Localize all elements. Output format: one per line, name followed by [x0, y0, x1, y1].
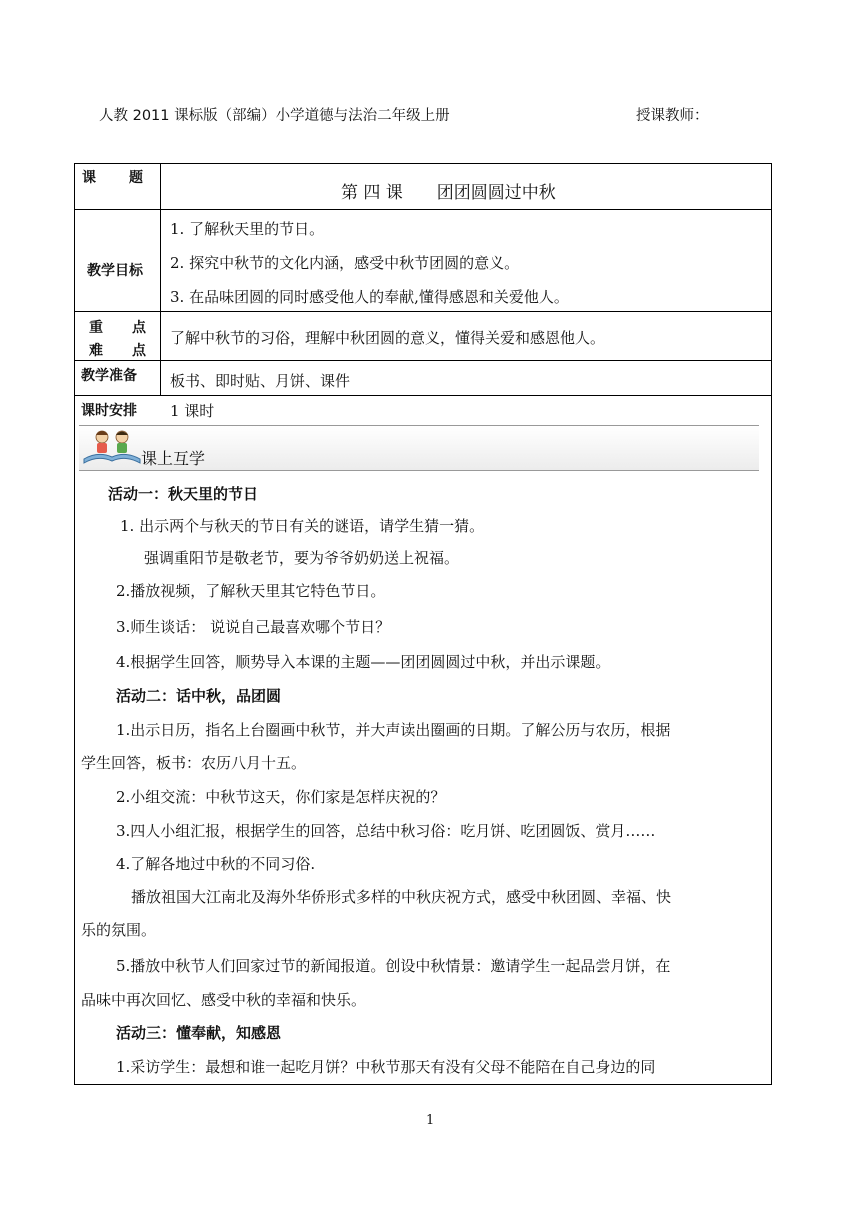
- goal-item: 2. 探究中秋节的文化内涵，感受中秋节团圆的意义。: [170, 254, 520, 272]
- diff-label-1: 难: [89, 343, 103, 359]
- body-paragraph-line: 2.播放视频，了解秋天里其它特色节日。: [116, 582, 386, 600]
- body-paragraph-line: 播放祖国大江南北及海外华侨形式多样的中秋庆祝方式，感受中秋团圆、幸福、快: [131, 888, 672, 906]
- goals-label: 教学目标: [87, 263, 143, 279]
- body-paragraph-line: 乐的氛围。: [81, 921, 157, 939]
- key-label-2: 点: [132, 320, 146, 336]
- key-label-cell: [74, 311, 161, 361]
- body-paragraph-line: 5.播放中秋节人们回家过节的新闻报道。创设中秋情景：邀请学生一起品尝月饼，在: [116, 957, 671, 975]
- key-points-text: 了解中秋节的习俗，理解中秋团圆的意义，懂得关爱和感恩他人。: [170, 329, 606, 347]
- prep-label: 教学准备: [81, 368, 137, 384]
- body-paragraph-line: 2.小组交流：中秋节这天，你们家是怎样庆祝的？: [116, 788, 446, 806]
- document-header-title: 人教 2011 课标版（部编）小学道德与法治二年级上册: [99, 108, 450, 124]
- key-label-1: 重: [89, 320, 103, 336]
- topic-label-1: 课: [82, 170, 96, 186]
- lesson-title: 第 四 课 团团圆圆过中秋: [341, 183, 556, 203]
- goal-item: 3. 在品味团圆的同时感受他人的奉献,懂得感恩和关爱他人。: [170, 288, 569, 306]
- body-paragraph-line: 3.师生谈话： 说说自己最喜欢哪个节日？: [116, 618, 391, 636]
- body-paragraph-line: 1.采访学生：最想和谁一起吃月饼？中秋节那天有没有父母不能陪在自己身边的同: [116, 1058, 656, 1076]
- children-reading-icon: [82, 425, 142, 465]
- time-text: 1 课时: [170, 402, 215, 420]
- body-paragraph-line: 4.根据学生回答，顺势导入本课的主题——团团圆圆过中秋，并出示课题。: [116, 653, 611, 671]
- section-title: 课上互学: [141, 449, 206, 468]
- diff-label-2: 点: [132, 343, 146, 359]
- body-paragraph-line: 强调重阳节是敬老节，要为爷爷奶奶送上祝福。: [144, 549, 460, 567]
- time-label: 课时安排: [81, 403, 137, 419]
- page-number: 1: [426, 1113, 435, 1128]
- body-paragraph-line: 1. 出示两个与秋天的节日有关的谜语，请学生猜一猜。: [120, 517, 485, 535]
- body-paragraph-line: 学生回答，板书：农历八月十五。: [81, 754, 307, 772]
- goal-item: 1. 了解秋天里的节日。: [170, 220, 325, 238]
- body-paragraph-line: 品味中再次回忆、感受中秋的幸福和快乐。: [81, 991, 367, 1009]
- body-paragraph-line: 1.出示日历，指名上台圈画中秋节，并大声读出圈画的日期。了解公历与农历，根据: [116, 721, 671, 739]
- activity-heading: 活动一：秋天里的节日: [108, 485, 259, 503]
- activity-heading: 活动三：懂奉献，知感恩: [116, 1024, 282, 1042]
- body-paragraph-line: 4.了解各地过中秋的不同习俗.: [116, 855, 316, 873]
- body-paragraph-line: 3.四人小组汇报，根据学生的回答，总结中秋习俗：吃月饼、吃团圆饭、赏月……: [116, 822, 656, 840]
- topic-label-2: 题: [129, 170, 143, 186]
- activity-heading: 活动二：话中秋，品团圆: [116, 687, 282, 705]
- teacher-label: 授课教师：: [636, 108, 709, 124]
- prep-text: 板书、即时贴、月饼、课件: [170, 372, 351, 390]
